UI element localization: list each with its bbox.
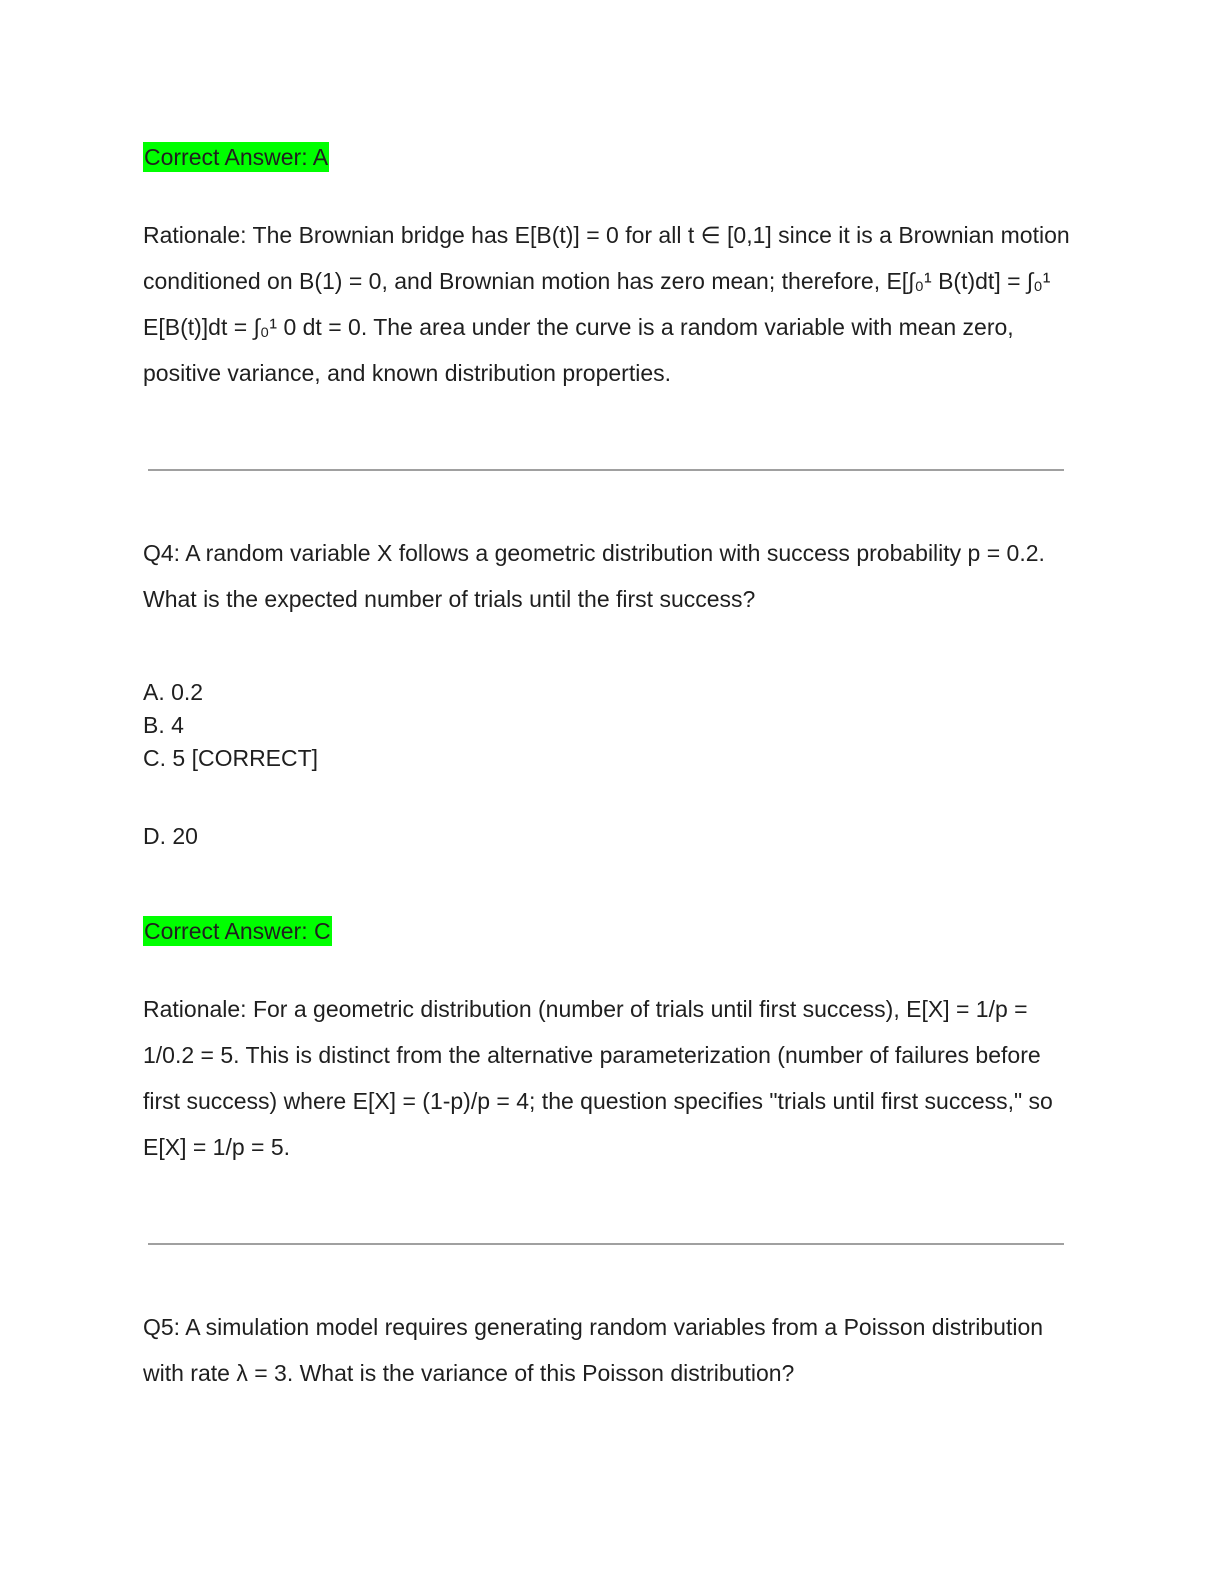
q4-option-c: C. 5 [CORRECT] [143,745,319,771]
q4-option-d: D. 20 [143,823,198,849]
section-divider [148,469,1064,471]
q4-option-a: A. 0.2 [143,679,204,705]
q3-rationale: Rationale: The Brownian bridge has E[B(t)] = 0 for all t ∈ [0,1] since it is a Brownian motion conditioned on B(1) = 0, and Brownian motion has zero mean; therefore, E[∫₀¹ B(t)dt] = ∫₀¹ E[B(t)]dt = ∫₀¹ 0 dt = 0. The area under the curve is a random variable with mean zero, positive variance, and known distribution properties. [143,222,1070,386]
section-divider [148,1243,1064,1245]
q4-option-b: B. 4 [143,712,184,738]
q3-correct-answer-highlight: Correct Answer: A [144,144,329,170]
q4-question: Q4: A random variable X follows a geometric distribution with success probability p = 0.2. What is the expected number of trials until the first success? [143,540,1045,612]
q5-question: Q5: A simulation model requires generating random variables from a Poisson distribution with rate λ = 3. What is the variance of this Poisson distribution? [143,1314,1044,1386]
q4-correct-answer-highlight: Correct Answer: C [144,918,331,944]
q4-rationale: Rationale: For a geometric distribution (number of trials until first success), E[X] = 1/p = 1/0.2 = 5. This is distinct from the alternative parameterization (number of failures before first success) where E[X] = (1-p)/p = 4; the question specifies "trials until first success," so E[X] = 1/p = 5. [143,996,1053,1160]
